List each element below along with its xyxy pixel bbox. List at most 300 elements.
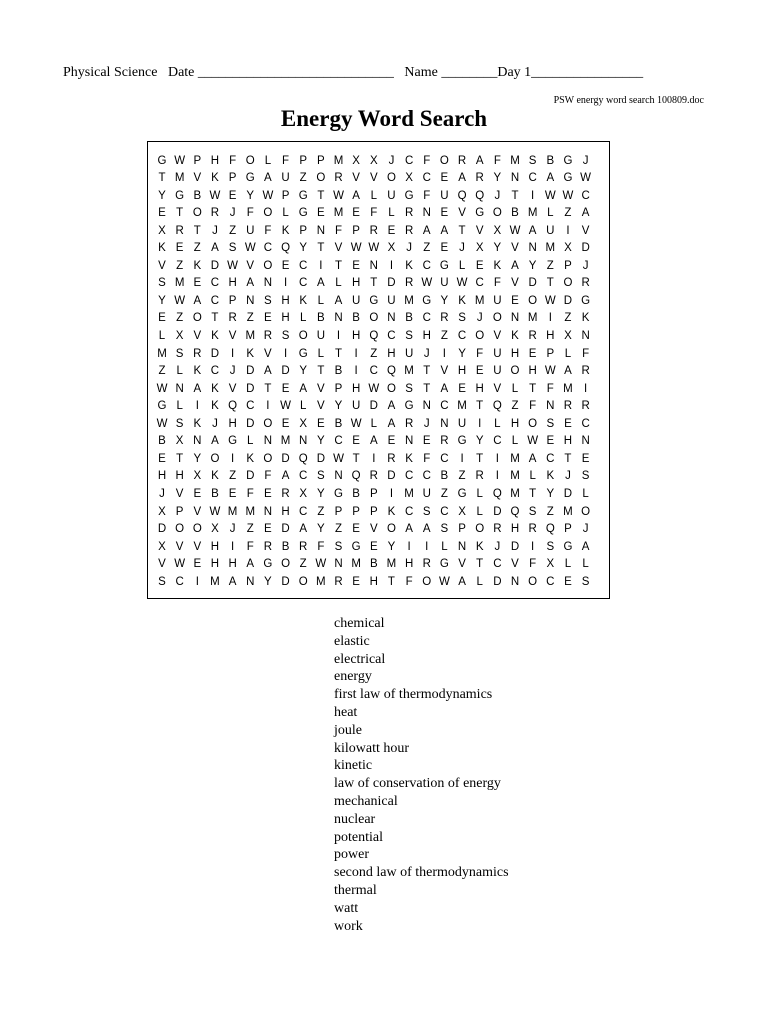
grid-letter: R <box>581 365 590 378</box>
grid-letter: E <box>193 277 202 290</box>
grid-letter: M <box>510 154 520 167</box>
grid-letter: E <box>228 189 237 202</box>
grid-letter: F <box>529 400 537 413</box>
grid-letter: J <box>582 259 589 272</box>
grid-letter: E <box>352 259 360 272</box>
grid-letter: D <box>316 452 325 465</box>
grid-letter: J <box>159 487 165 500</box>
grid-letter: P <box>299 154 308 167</box>
grid-letter: O <box>439 154 449 167</box>
grid-letter: A <box>299 382 308 395</box>
grid-letter: M <box>510 487 520 500</box>
grid-row <box>148 274 609 292</box>
grid-letter: M <box>157 347 167 360</box>
grid-letter: O <box>245 154 255 167</box>
grid-letter: O <box>263 452 273 465</box>
grid-letter: H <box>351 382 361 395</box>
grid-letter: L <box>388 207 395 220</box>
grid-letter: F <box>582 347 590 360</box>
grid-letter: T <box>334 259 343 272</box>
grid-letter: Z <box>458 470 466 483</box>
grid-letter: A <box>387 400 396 413</box>
grid-letter: O <box>263 417 273 430</box>
grid-letter: R <box>475 172 484 185</box>
grid-letter: O <box>386 382 396 395</box>
grid-letter: H <box>387 347 396 360</box>
grid-letter: O <box>175 523 185 536</box>
grid-letter: D <box>387 277 396 290</box>
word-list-item: energy <box>334 669 372 685</box>
grid-letter: W <box>262 189 274 202</box>
grid-letter: I <box>354 365 358 378</box>
grid-letter: J <box>406 242 412 255</box>
grid-letter: A <box>211 435 219 448</box>
grid-letter: W <box>562 189 574 202</box>
grid-letter: L <box>494 417 501 430</box>
word-list-item: kilowatt hour <box>334 740 410 756</box>
grid-letter: T <box>317 189 325 202</box>
grid-letter: V <box>158 259 166 272</box>
grid-letter: A <box>299 523 308 536</box>
grid-letter: B <box>281 540 290 553</box>
grid-letter: P <box>352 505 360 518</box>
grid-letter: E <box>475 365 484 378</box>
grid-letter: Y <box>264 575 272 588</box>
grid-letter: R <box>369 470 378 483</box>
grid-letter: K <box>193 259 202 272</box>
grid-letter: Y <box>546 487 555 500</box>
word-list-item: first law of thermodynamics <box>334 687 493 703</box>
grid-letter: F <box>476 347 484 360</box>
grid-letter: G <box>298 207 308 220</box>
grid-letter: M <box>245 330 256 342</box>
grid-letter: R <box>404 224 414 237</box>
grid-letter: L <box>247 435 254 448</box>
grid-letter: F <box>246 207 254 220</box>
grid-letter: Z <box>564 312 572 325</box>
grid-letter: H <box>351 277 361 290</box>
grid-letter: U <box>440 277 449 290</box>
grid-letter: T <box>264 382 272 395</box>
grid-letter: V <box>246 259 255 272</box>
grid-letter: Z <box>370 347 378 360</box>
grid-letter: Z <box>246 312 254 325</box>
grid-letter: H <box>281 505 290 518</box>
grid-letter: M <box>351 558 361 571</box>
grid-letter: M <box>227 505 238 518</box>
grid-letter: H <box>546 330 555 342</box>
grid-letter: G <box>563 540 573 553</box>
grid-letter: C <box>404 505 414 518</box>
grid-row <box>148 467 609 485</box>
grid-letter: H <box>404 558 414 571</box>
grid-letter: O <box>528 575 538 588</box>
grid-letter: E <box>581 452 590 465</box>
grid-letter: A <box>422 523 431 536</box>
grid-letter: E <box>264 312 272 325</box>
grid-letter: L <box>264 154 272 167</box>
grid-letter: P <box>564 523 572 536</box>
grid-letter: R <box>440 435 449 448</box>
grid-letter: T <box>334 347 343 360</box>
grid-letter: E <box>352 523 360 536</box>
grid-row <box>148 222 609 240</box>
grid-letter: K <box>211 382 219 395</box>
grid-letter: U <box>351 400 361 413</box>
grid-letter: A <box>369 435 378 448</box>
grid-letter: U <box>440 189 449 202</box>
grid-letter: W <box>227 259 239 272</box>
grid-letter: R <box>210 207 220 220</box>
grid-letter: Z <box>564 207 572 220</box>
grid-letter: O <box>192 312 202 325</box>
grid-letter: F <box>423 154 431 167</box>
grid-letter: E <box>281 382 290 395</box>
grid-letter: A <box>581 540 590 553</box>
grid-letter: Q <box>475 189 485 202</box>
grid-letter: H <box>157 470 167 483</box>
grid-letter: G <box>334 487 343 500</box>
grid-letter: G <box>439 558 449 571</box>
grid-letter: X <box>405 172 413 185</box>
grid-row <box>148 239 609 257</box>
grid-letter: R <box>422 558 431 571</box>
grid-letter: B <box>369 558 378 571</box>
grid-letter: Z <box>546 505 554 518</box>
grid-letter: D <box>157 523 167 536</box>
grid-letter: R <box>581 400 590 413</box>
grid-letter: T <box>352 452 360 465</box>
grid-letter: Y <box>299 242 308 255</box>
grid-letter: L <box>476 487 483 500</box>
grid-letter: Z <box>229 224 237 237</box>
grid-letter: J <box>476 312 483 325</box>
grid-letter: I <box>407 540 411 553</box>
grid-letter: T <box>370 277 378 290</box>
grid-letter: B <box>317 312 325 325</box>
grid-letter: B <box>405 312 413 325</box>
grid-letter: H <box>281 312 290 325</box>
grid-letter: A <box>564 365 572 378</box>
word-list-item: law of conservation of energy <box>334 776 501 792</box>
grid-letter: K <box>246 347 255 360</box>
grid-letter: J <box>494 540 501 553</box>
grid-letter: G <box>157 154 167 167</box>
grid-letter: I <box>195 575 199 588</box>
grid-letter: A <box>405 523 413 536</box>
grid-letter: L <box>511 382 519 395</box>
grid-letter: K <box>405 452 413 465</box>
grid-letter: D <box>246 417 255 430</box>
grid-letter: T <box>211 312 219 325</box>
grid-letter: L <box>176 365 183 378</box>
grid-letter: G <box>298 347 308 360</box>
grid-letter: V <box>458 207 466 220</box>
grid-letter: A <box>440 382 449 395</box>
grid-letter: H <box>228 558 237 571</box>
grid-letter: L <box>335 277 342 290</box>
grid-letter: I <box>478 417 482 430</box>
grid-letter: V <box>193 505 202 518</box>
grid-letter: C <box>422 470 431 483</box>
grid-letter: V <box>228 330 237 342</box>
grid-letter: W <box>509 224 521 237</box>
grid-letter: L <box>176 400 183 413</box>
grid-letter: O <box>386 523 396 536</box>
grid-letter: L <box>299 400 307 413</box>
grid-letter: C <box>210 277 220 290</box>
grid-letter: K <box>193 417 202 430</box>
grid-row <box>148 555 609 573</box>
grid-letter: S <box>334 540 343 553</box>
grid-row <box>148 169 609 187</box>
grid-row <box>148 257 609 275</box>
grid-letter: R <box>263 330 273 342</box>
grid-letter: V <box>369 523 378 536</box>
grid-letter: U <box>493 347 502 360</box>
grid-letter: H <box>422 330 431 342</box>
grid-row <box>148 397 609 415</box>
grid-letter: T <box>476 400 484 413</box>
grid-letter: D <box>210 259 220 272</box>
grid-letter: Z <box>176 312 184 325</box>
grid-letter: Y <box>317 487 325 500</box>
grid-letter: G <box>439 259 449 272</box>
grid-letter: M <box>510 452 520 465</box>
grid-letter: R <box>175 224 184 237</box>
grid-letter: Q <box>510 505 520 518</box>
grid-letter: H <box>351 330 361 342</box>
grid-letter: D <box>210 347 220 360</box>
grid-letter: I <box>495 452 499 465</box>
grid-letter: I <box>230 452 235 465</box>
grid-letter: G <box>422 294 432 307</box>
grid-letter: D <box>493 575 502 588</box>
grid-letter: P <box>334 505 343 518</box>
grid-letter: U <box>404 347 414 360</box>
grid-letter: D <box>528 277 537 290</box>
grid-letter: B <box>352 312 360 325</box>
grid-letter: P <box>458 523 466 536</box>
grid-letter: C <box>440 505 449 518</box>
grid-letter: O <box>210 452 220 465</box>
word-list <box>334 615 509 935</box>
grid-letter: R <box>334 172 343 185</box>
grid-letter: A <box>264 365 272 378</box>
grid-letter: J <box>212 417 218 430</box>
grid-letter: U <box>387 189 396 202</box>
grid-letter: F <box>317 540 325 553</box>
grid-letter: T <box>476 558 484 571</box>
grid-letter: Y <box>299 365 308 378</box>
grid-letter: L <box>564 558 572 571</box>
grid-letter: N <box>263 435 273 448</box>
grid-letter: W <box>580 172 592 185</box>
grid-letter: R <box>281 487 290 500</box>
grid-letter: T <box>529 487 537 500</box>
grid-letter: W <box>209 189 221 202</box>
grid-letter: K <box>193 365 202 378</box>
grid-letter: K <box>475 540 484 553</box>
grid-row <box>148 538 609 556</box>
grid-letter: D <box>493 505 502 518</box>
word-list-item: electrical <box>334 651 386 667</box>
grid-row <box>148 152 609 170</box>
grid-letter: H <box>369 575 378 588</box>
grid-letter: B <box>511 207 519 220</box>
grid-letter: W <box>209 505 221 518</box>
grid-letter: Y <box>193 452 202 465</box>
grid-letter: A <box>440 224 449 237</box>
grid-letter: A <box>246 277 255 290</box>
grid-row <box>148 187 609 205</box>
grid-letter: T <box>176 452 184 465</box>
word-list-item: joule <box>334 722 362 738</box>
grid-letter: S <box>158 277 166 290</box>
grid-letter: C <box>457 330 467 342</box>
grid-letter: L <box>441 540 448 553</box>
grid-letter: T <box>317 365 325 378</box>
grid-letter: L <box>282 207 289 220</box>
grid-letter: A <box>264 172 272 185</box>
grid-letter: H <box>510 347 520 360</box>
grid-letter: P <box>228 294 237 307</box>
grid-letter: X <box>493 224 502 237</box>
grid-letter: Y <box>158 189 166 202</box>
grid-letter: X <box>475 242 484 255</box>
grid-letter: V <box>317 400 325 413</box>
grid-letter: N <box>193 435 202 448</box>
grid-letter: U <box>546 224 555 237</box>
grid-letter: I <box>548 312 552 325</box>
grid-letter: Z <box>440 330 448 342</box>
grid-letter: X <box>299 417 308 430</box>
grid-letter: J <box>388 154 395 167</box>
grid-letter: N <box>369 259 378 272</box>
grid-letter: X <box>175 435 184 448</box>
grid-letter: K <box>211 172 219 185</box>
grid-letter: N <box>457 540 467 553</box>
grid-letter: L <box>582 487 589 500</box>
grid-row <box>148 292 609 310</box>
word-list-item: watt <box>334 900 359 916</box>
grid-letter: B <box>334 365 343 378</box>
grid-letter: Y <box>528 259 537 272</box>
grid-letter: J <box>459 242 465 255</box>
grid-letter: V <box>264 347 272 360</box>
grid-letter: U <box>457 417 467 430</box>
page-title: Energy Word Search <box>280 106 488 131</box>
grid-letter: E <box>158 207 166 220</box>
grid-letter: K <box>281 224 290 237</box>
grid-letter: Y <box>475 435 484 448</box>
word-list-item: mechanical <box>334 793 398 809</box>
grid-letter: H <box>281 294 290 307</box>
grid-letter: L <box>547 207 554 220</box>
grid-letter: M <box>386 558 397 571</box>
grid-letter: S <box>405 382 413 395</box>
word-list-item: heat <box>334 704 358 720</box>
grid-letter: U <box>493 365 502 378</box>
grid-letter: N <box>387 312 396 325</box>
grid-letter: T <box>476 452 484 465</box>
grid-letter: S <box>581 470 590 483</box>
grid-letter: E <box>387 224 396 237</box>
grid-letter: R <box>228 312 237 325</box>
grid-letter: P <box>228 172 237 185</box>
grid-letter: I <box>442 347 446 360</box>
grid-letter: L <box>582 558 589 571</box>
grid-letter: X <box>175 330 184 342</box>
grid-letter: C <box>334 435 343 448</box>
grid-letter: G <box>228 435 238 448</box>
grid-letter: I <box>531 540 535 553</box>
grid-letter: Z <box>546 259 554 272</box>
grid-letter: Z <box>317 505 325 518</box>
grid-row <box>148 204 609 222</box>
grid-letter: H <box>228 417 237 430</box>
grid-letter: Z <box>299 558 307 571</box>
grid-letter: T <box>529 382 537 395</box>
grid-letter: K <box>211 330 219 342</box>
grid-letter: W <box>350 242 362 255</box>
grid-letter: V <box>334 242 343 255</box>
grid-letter: W <box>156 382 168 395</box>
grid-letter: W <box>544 365 556 378</box>
grid-letter: T <box>511 189 519 202</box>
word-list-item: elastic <box>334 633 370 649</box>
grid-letter: N <box>510 172 520 185</box>
grid-letter: G <box>581 294 591 307</box>
grid-letter: H <box>510 523 520 536</box>
grid-letter: R <box>369 224 378 237</box>
grid-letter: U <box>493 294 502 307</box>
grid-letter: O <box>422 575 432 588</box>
grid-letter: O <box>492 207 502 220</box>
grid-letter: C <box>422 312 431 325</box>
grid-letter: H <box>210 540 220 553</box>
grid-letter: F <box>264 224 272 237</box>
grid-letter: M <box>404 294 414 307</box>
grid-letter: T <box>458 224 466 237</box>
grid-letter: I <box>495 470 499 483</box>
grid-letter: N <box>510 575 520 588</box>
grid-letter: E <box>528 347 537 360</box>
grid-letter: S <box>440 523 449 536</box>
grid-letter: P <box>334 382 343 395</box>
grid-letter: U <box>422 487 431 500</box>
grid-letter: A <box>528 452 537 465</box>
grid-letter: A <box>317 277 325 290</box>
grid-letter: A <box>422 224 431 237</box>
grid-letter: S <box>264 294 272 307</box>
grid-letter: O <box>581 505 591 518</box>
grid-letter: A <box>352 189 360 202</box>
grid-letter: E <box>193 487 202 500</box>
grid-row <box>148 362 609 380</box>
grid-letter: B <box>352 487 360 500</box>
grid-letter: K <box>581 312 590 325</box>
grid-letter: G <box>175 189 185 202</box>
grid-letter: O <box>492 312 502 325</box>
grid-letter: U <box>316 330 325 342</box>
grid-letter: F <box>546 382 554 395</box>
word-list-item: potential <box>334 829 383 845</box>
grid-letter: N <box>581 330 590 342</box>
grid-letter: I <box>372 452 376 465</box>
grid-letter: A <box>211 242 219 255</box>
grid-letter: A <box>475 154 484 167</box>
